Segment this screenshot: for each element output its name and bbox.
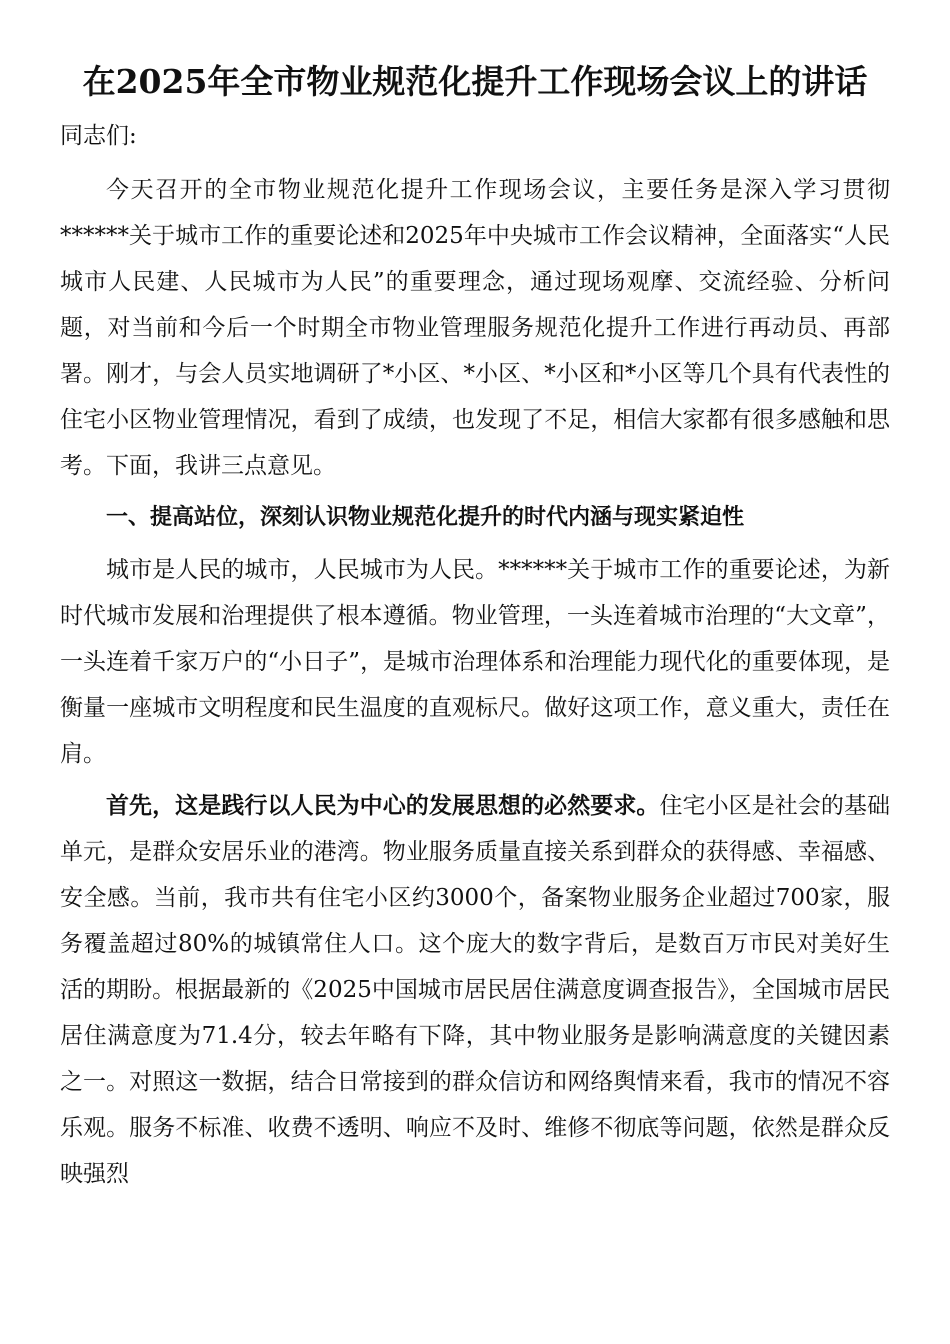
section-1-heading: 一、提高站位，深刻认识物业规范化提升的时代内涵与现实紧迫性 bbox=[106, 505, 745, 530]
section-1-paragraph-2 bbox=[60, 783, 890, 1197]
salutation: 同志们: bbox=[60, 123, 137, 149]
paragraph-body-text: 住宅小区是社会的基础单元，是群众安居乐业的港湾。物业服务质量直接关系到群众的获得感、幸福感、安全感。当前，我市共有住宅小区约3000个，备案物业服务企业超过700家，服务覆盖超过80%的城镇常住人口。这个庞大的数字背后，是数百万市民对美好生活的期盼。根据最新的《2025中国城市居民居住满意度调查报告》，全国城市居民居住满意度为71.4分，较去年略有下降，其中物业服务是影响满意度的关键因素之一。对照这一数据，结合日常接到的群众信访和网络舆情来看，我市的情况不容乐观。服务不标准、收费不透明、响应不及时、维修不彻底等问题，依然是群众反映强烈 bbox=[60, 793, 891, 1187]
intro-paragraph: 今天召开的全市物业规范化提升工作现场会议，主要任务是深入学习贯彻******关于城市工作的重要论述和2025年中央城市工作会议精神，全面落实“人民城市人民建、人民城市为人民”的重要理念，通过现场观摩、交流经验、分析问题，对当前和今后一个时期全市物业管理服务规范化提升工作进行再动员、再部署。刚才，与会人员实地调研了*小区、*小区、*小区和*小区等几个具有代表性的住宅小区物业管理情况，看到了成绩，也发现了不足，相信大家都有很多感触和思考。下面，我讲三点意见。 bbox=[60, 177, 890, 479]
document-body bbox=[60, 113, 890, 1197]
document-title: 在2025年全市物业规范化提升工作现场会议上的讲话 bbox=[82, 62, 868, 101]
section-1-paragraph-1: 城市是人民的城市，人民城市为人民。******关于城市工作的重要论述，为新时代城市发展和治理提供了根本遵循。物业管理，一头连着城市治理的“大文章”，一头连着千家万户的“小日子”，是城市治理体系和治理能力现代化的重要体现，是衡量一座城市文明程度和民生温度的直观标尺。做好这项工作，意义重大，责任在肩。 bbox=[60, 557, 890, 767]
paragraph-lead-sentence: 首先，这是践行以人民为中心的发展思想的必然要求。 bbox=[106, 792, 660, 819]
